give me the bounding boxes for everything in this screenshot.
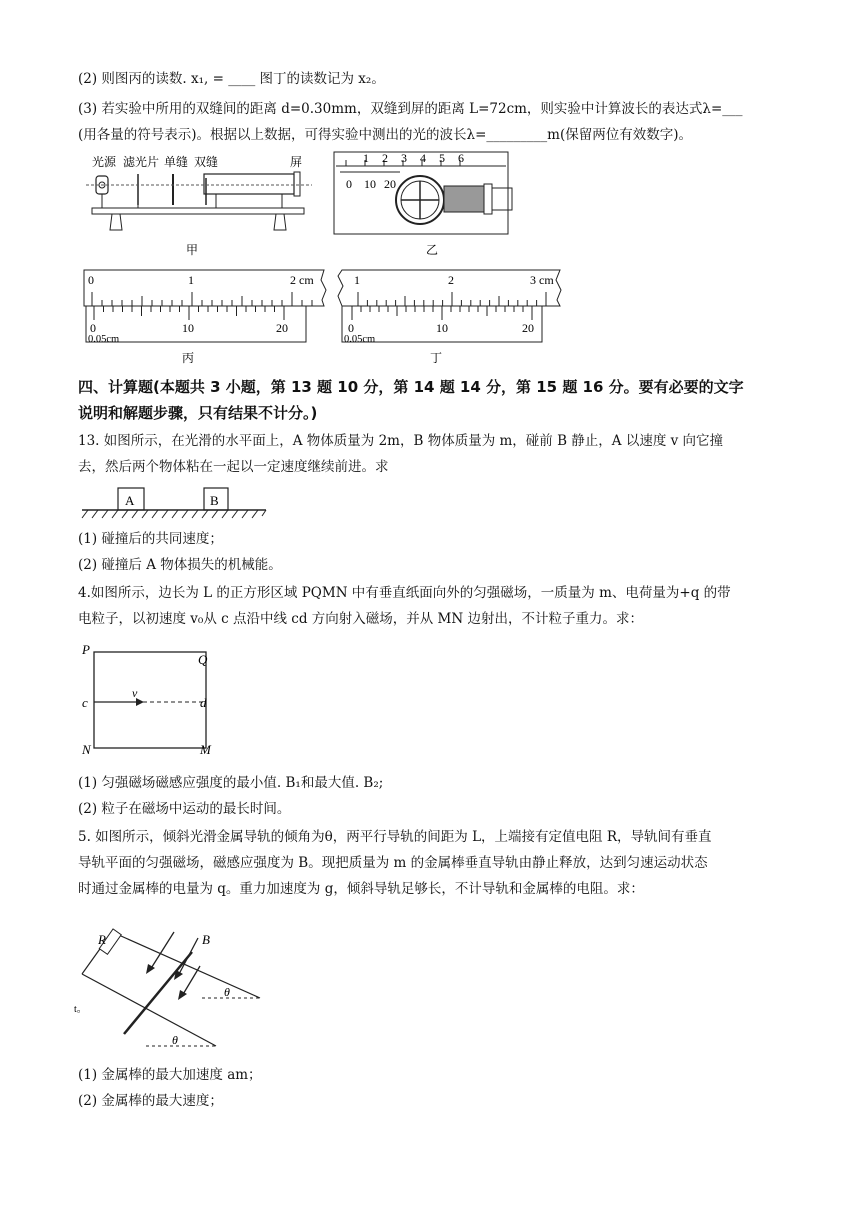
question-15-sub1: (1) 金属棒的最大加速度 am； (78, 1067, 262, 1083)
caption-ding: 丁 (430, 351, 443, 365)
eyepiece-main-tick: 6 (458, 151, 464, 165)
block-a-label: A (125, 493, 135, 508)
eyepiece-main-tick: 2 (382, 151, 388, 165)
square-field-figure (78, 640, 228, 762)
label-filter: 滤光片 (123, 155, 160, 169)
angle-label-bottom: θ (172, 1033, 178, 1047)
caption-bing: 丙 (182, 351, 195, 365)
point-d: d (200, 695, 207, 710)
inclined-rails-figure (72, 924, 272, 1054)
eyepiece-main-tick: 3 (401, 151, 407, 165)
corner-q: Q (198, 652, 208, 667)
stray-mark: t。 (74, 1004, 87, 1015)
bing-vernier-tick: 0 (90, 321, 96, 335)
velocity-v: v (132, 686, 138, 700)
section-heading-line2: 说明和解题步骤，只有结果不计分。) (78, 404, 318, 422)
ding-precision-label: 0.05cm (344, 334, 376, 345)
bing-vernier-tick: 10 (182, 321, 194, 335)
question-15-line3: 时通过金属棒的电量为 q。重力加速度为 g，倾斜导轨足够长，不计导轨和金属棒的电阻。求： (78, 881, 644, 897)
caption-yi: 乙 (426, 243, 439, 257)
question-12-part3-line1: (3) 若实验中所用的双缝间的距离 d=0.30mm，双缝到屏的距离 L=72cm，则实验中计算波长的表达式λ=___ (78, 101, 743, 117)
corner-m: M (200, 742, 211, 757)
question-13-sub2: (2) 碰撞后 A 物体损失的机械能。 (78, 557, 282, 573)
label-screen: 屏 (290, 155, 303, 169)
label-light-source: 光源 (92, 155, 117, 169)
section-heading-line1: 四、计算题(本题共 3 小题，第 13 题 10 分，第 14 题 14 分，第 15 题 16 分。要有必要的文字 (78, 378, 744, 396)
ding-main-tick: 3 cm (530, 273, 554, 287)
bing-precision-label: 0.05cm (88, 334, 120, 345)
eyepiece-vernier-tick: 10 (364, 177, 376, 191)
question-14-sub1: (1) 匀强磁场磁感应强度的最小值. B₁和最大值. B₂; (78, 775, 384, 791)
bing-main-tick: 1 (188, 273, 194, 287)
bing-main-tick: 2 cm (290, 273, 314, 287)
block-b-label: B (210, 493, 219, 508)
eyepiece-figure (330, 150, 520, 260)
question-15-sub2: (2) 金属棒的最大速度； (78, 1093, 223, 1109)
bing-main-tick: 0 (88, 273, 94, 287)
caption-jia: 甲 (186, 243, 199, 257)
eyepiece-vernier-tick: 20 (384, 177, 396, 191)
apparatus-figure (86, 150, 318, 260)
eyepiece-main-tick: 1 (363, 151, 369, 165)
question-15-line2: 导轨平面的匀强磁场，磁感应强度为 B。现把质量为 m 的金属棒垂直导轨由静止释放，达到匀速运动状态 (78, 855, 708, 871)
field-label: B (202, 932, 210, 947)
point-c: c (82, 695, 88, 710)
corner-n: N (82, 742, 91, 757)
corner-p: P (82, 642, 90, 657)
resistor-label: R (98, 932, 106, 947)
ding-vernier-tick: 20 (522, 321, 534, 335)
question-14-sub2: (2) 粒子在磁场中运动的最长时间。 (78, 801, 291, 817)
ding-vernier-tick: 10 (436, 321, 448, 335)
eyepiece-main-tick: 4 (420, 151, 426, 165)
question-13-line2: 去，然后两个物体粘在一起以一定速度继续前进。求 (78, 459, 389, 475)
question-12-part3-line2: (用各量的符号表示)。根据以上数据，可得实验中测出的光的波长λ=_________m(保留两位有效数字)。 (78, 127, 692, 143)
question-14-line2: 电粒子，以初速度 v₀从 c 点沿中线 cd 方向射入磁场，并从 MN 边射出，不计粒子重力。求： (78, 611, 643, 627)
question-14-line1: 4.如图所示，边长为 L 的正方形区域 PQMN 中有垂直纸面向外的匀强磁场，一质量为 m、电荷量为+q 的带 (78, 585, 731, 601)
question-13-line1: 13. 如图所示，在光滑的水平面上，A 物体质量为 2m，B 物体质量为 m，碰前 B 静止，A 以速度 v 向它撞 (78, 433, 724, 449)
question-12-part2: (2) 则图丙的读数. x₁, = ____ 图丁的读数记为 x₂。 (78, 71, 385, 87)
ding-vernier-tick: 0 (348, 321, 354, 335)
eyepiece-main-tick: 5 (439, 151, 445, 165)
eyepiece-vernier-tick: 0 (346, 177, 352, 191)
vernier-ding-figure (332, 266, 564, 368)
question-15-line1: 5. 如图所示，倾斜光滑金属导轨的倾角为θ，两平行导轨的间距为 L，上端接有定值电阻 R，导轨间有垂直 (78, 829, 712, 845)
vernier-bing-figure (78, 266, 334, 368)
bing-vernier-tick: 20 (276, 321, 288, 335)
angle-label-top: θ (224, 985, 230, 999)
label-single-slit: 单缝 (164, 155, 189, 169)
blocks-figure (80, 486, 270, 520)
ding-main-tick: 2 (448, 273, 454, 287)
ding-main-tick: 1 (354, 273, 360, 287)
question-13-sub1: (1) 碰撞后的共同速度； (78, 531, 223, 547)
label-double-slit: 双缝 (194, 155, 219, 169)
